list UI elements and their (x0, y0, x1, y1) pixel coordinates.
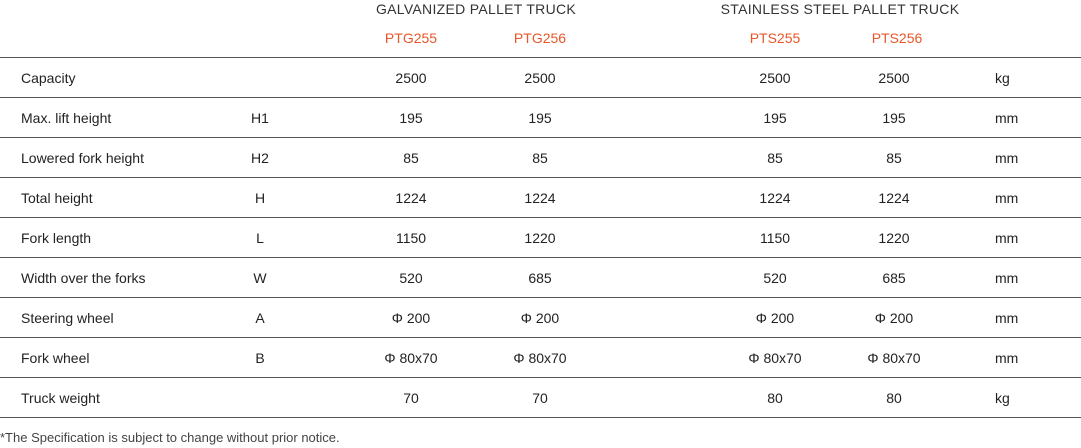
table-row-capacity (0, 58, 1081, 98)
row-unit: mm (995, 350, 1019, 366)
value-pts256: Φ 200 (874, 310, 914, 326)
row-unit: kg (995, 70, 1010, 86)
row-symbol: H (254, 190, 266, 206)
value-pts256: 1220 (878, 230, 910, 246)
value-ptg256: 195 (528, 110, 552, 126)
table-row-steering-wheel (0, 298, 1081, 338)
value-ptg256: 85 (532, 150, 548, 166)
spec-table (0, 57, 1081, 418)
value-ptg255: Φ 80x70 (384, 350, 438, 366)
table-row-lowered-fork-height (0, 138, 1081, 178)
row-unit: mm (995, 230, 1019, 246)
value-ptg256: 1224 (524, 190, 556, 206)
row-unit: mm (995, 150, 1019, 166)
row-symbol: H1 (251, 110, 269, 126)
value-pts256: 85 (886, 150, 902, 166)
value-ptg255: 70 (403, 390, 419, 406)
group-title-galvanized: GALVANIZED PALLET TRUCK (375, 1, 577, 17)
row-label: Fork length (21, 230, 92, 246)
row-unit: kg (995, 390, 1010, 406)
value-ptg256: Φ 80x70 (513, 350, 567, 366)
row-symbol: B (255, 350, 265, 366)
footnote: *The Specification is subject to change without prior notice. (0, 430, 340, 445)
value-pts255: 520 (763, 270, 787, 286)
table-row-total-height (0, 178, 1081, 218)
table-row-fork-wheel (0, 338, 1081, 378)
value-ptg256: 685 (528, 270, 552, 286)
row-label: Lowered fork height (21, 150, 144, 166)
value-pts256: 1224 (878, 190, 910, 206)
value-pts255: Φ 200 (755, 310, 795, 326)
value-pts255: 195 (763, 110, 787, 126)
value-ptg255: 85 (403, 150, 419, 166)
value-pts255: 1224 (759, 190, 791, 206)
row-label: Fork wheel (21, 350, 90, 366)
row-label: Truck weight (21, 390, 100, 406)
value-ptg255: 195 (399, 110, 423, 126)
model-header-ptg255: PTG255 (384, 30, 438, 46)
value-pts256: 2500 (878, 70, 910, 86)
row-symbol: A (255, 310, 265, 326)
value-ptg255: 2500 (395, 70, 427, 86)
value-ptg255: 520 (399, 270, 423, 286)
value-ptg256: Φ 200 (520, 310, 560, 326)
value-pts256: Φ 80x70 (867, 350, 921, 366)
value-pts255: 85 (767, 150, 783, 166)
value-ptg255: Φ 200 (391, 310, 431, 326)
row-unit: mm (995, 310, 1019, 326)
row-label: Capacity (21, 70, 76, 86)
table-row-width-over-forks (0, 258, 1081, 298)
model-header-pts256: PTS256 (871, 30, 923, 46)
value-ptg256: 2500 (524, 70, 556, 86)
row-symbol: H2 (251, 150, 269, 166)
value-pts255: Φ 80x70 (748, 350, 802, 366)
row-unit: mm (995, 190, 1019, 206)
value-pts255: 1150 (759, 230, 791, 246)
value-pts256: 80 (886, 390, 902, 406)
model-header-pts255: PTS255 (749, 30, 801, 46)
row-symbol: L (256, 230, 264, 246)
table-row-truck-weight (0, 378, 1081, 418)
row-label: Width over the forks (21, 270, 146, 286)
table-row-max-lift-height (0, 98, 1081, 138)
model-header-ptg256: PTG256 (513, 30, 567, 46)
row-unit: mm (995, 110, 1019, 126)
row-label: Total height (21, 190, 93, 206)
value-ptg256: 70 (532, 390, 548, 406)
group-title-stainless: STAINLESS STEEL PALLET TRUCK (720, 1, 960, 17)
row-label: Steering wheel (21, 310, 114, 326)
row-unit: mm (995, 270, 1019, 286)
value-ptg255: 1224 (395, 190, 427, 206)
row-symbol: W (253, 270, 267, 286)
value-pts256: 685 (882, 270, 906, 286)
value-pts256: 195 (882, 110, 906, 126)
value-ptg255: 1150 (395, 230, 427, 246)
table-row-fork-length (0, 218, 1081, 258)
value-pts255: 80 (767, 390, 783, 406)
value-pts255: 2500 (759, 70, 791, 86)
value-ptg256: 1220 (524, 230, 556, 246)
row-label: Max. lift height (21, 110, 112, 126)
